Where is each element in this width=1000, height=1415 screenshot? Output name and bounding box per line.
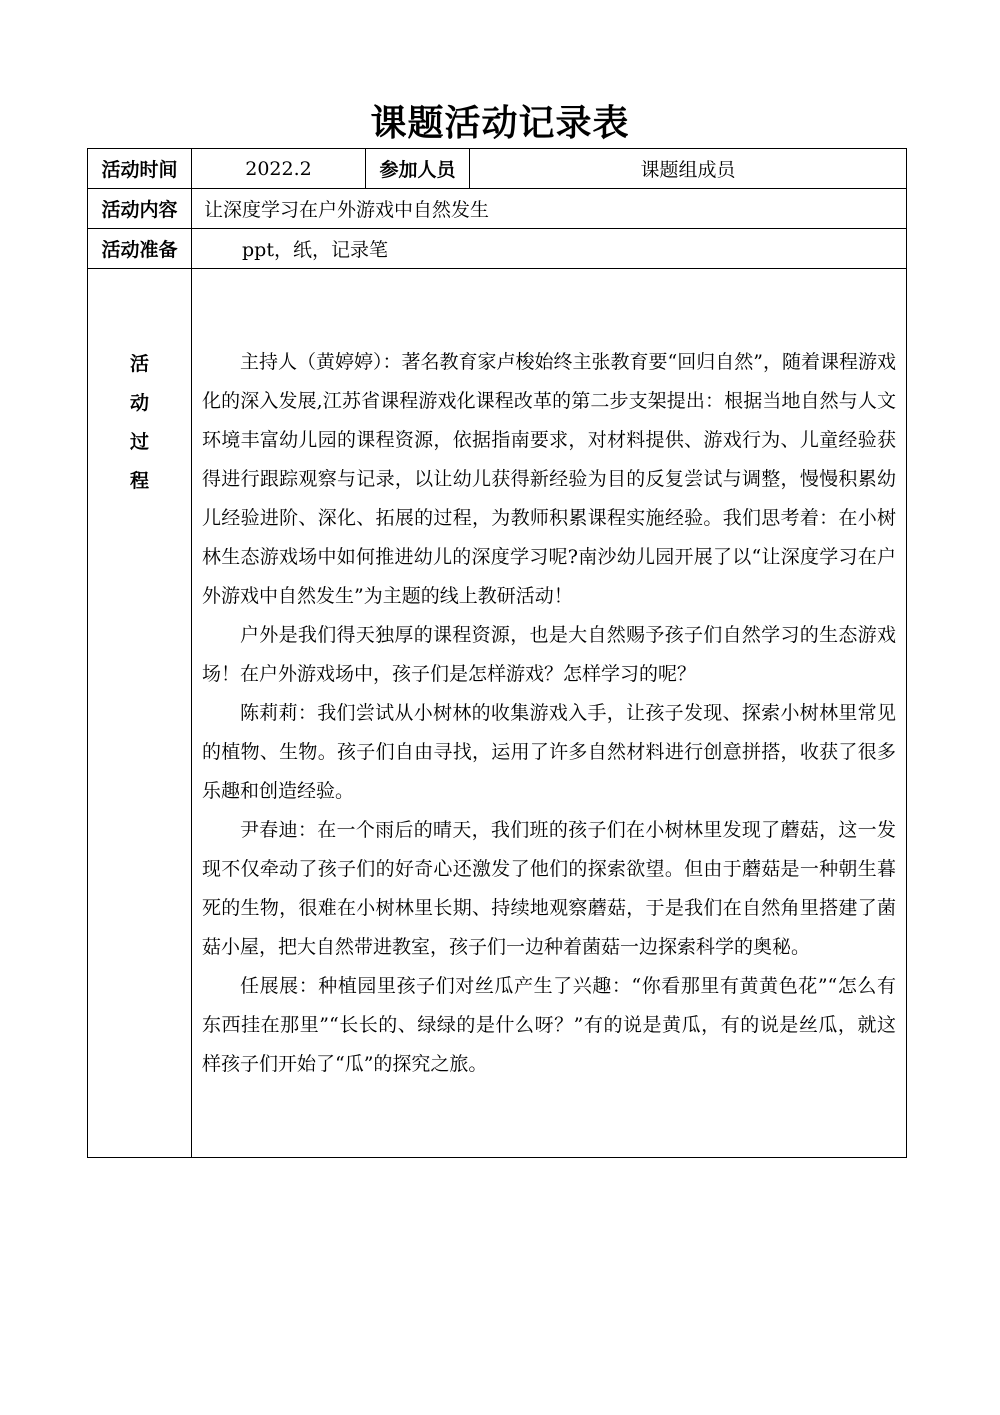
process-paragraph: 陈莉莉：我们尝试从小树林的收集游戏入手，让孩子发现、探索小树林里常见的植物、生物。孩子们自由寻找，运用了许多自然材料进行创意拼搭，收获了很多乐趣和创造经验。 bbox=[202, 701, 896, 802]
process-paragraph: 主持人（黄婷婷）：著名教育家卢梭始终主张教育要“回归自然”，随着课程游戏化的深入发展,江苏省课程游戏化课程改革的第二步支架提出：根据当地自然与人文环境丰富幼儿园的课程资源，依据指南要求，对材料提供、游戏行为、儿童经验获得进行跟踪观察与记录，以让幼儿获得新经验为目的反复尝试与调整，慢慢积累幼儿经验进阶、深化、拓展的过程，为教师积累课程实施经验。我们思考着：在小树林生态游戏场中如何推进幼儿的深度学习呢?南沙幼儿园开展了以“让深度学习在户外游戏中自然发生”为主题的线上教研活动！ bbox=[202, 350, 896, 607]
content-value: 让深度学习在户外游戏中自然发生 bbox=[192, 189, 907, 229]
process-label-char: 程 bbox=[129, 470, 149, 492]
process-paragraph: 户外是我们得天独厚的课程资源，也是大自然赐予孩子们自然学习的生态游戏场！在户外游戏场中，孩子们是怎样游戏？怎样学习的呢？ bbox=[202, 623, 896, 685]
time-label: 活动时间 bbox=[88, 149, 192, 189]
process-content bbox=[192, 269, 907, 1158]
process-paragraph: 尹春迪：在一个雨后的晴天，我们班的孩子们在小树林里发现了蘑菇，这一发现不仅牵动了孩子们的好奇心还激发了他们的探索欲望。但由于蘑菇是一种朝生暮死的生物，很难在小树林里长期、持续地观察蘑菇，于是我们在自然角里搭建了菌菇小屋，把大自然带进教室，孩子们一边种着菌菇一边探索科学的奥秘。 bbox=[202, 818, 896, 958]
process-label-char: 活 bbox=[129, 353, 149, 375]
activity-record-table bbox=[87, 148, 907, 1158]
time-value: 2022.2 bbox=[192, 149, 366, 189]
prep-value: ppt，纸，记录笔 bbox=[192, 229, 907, 269]
content-label: 活动内容 bbox=[88, 189, 192, 229]
participants-value: 课题组成员 bbox=[470, 149, 907, 189]
process-label-char: 过 bbox=[129, 431, 149, 453]
table-row-time bbox=[88, 149, 907, 189]
page-title: 课题活动记录表 bbox=[370, 103, 630, 144]
table-row-prep bbox=[88, 229, 907, 269]
process-label bbox=[88, 269, 192, 1158]
table-row-process bbox=[88, 269, 907, 1158]
process-label-char: 动 bbox=[129, 392, 149, 414]
prep-label: 活动准备 bbox=[88, 229, 192, 269]
process-paragraph: 任展展：种植园里孩子们对丝瓜产生了兴趣：“你看那里有黄黄色花”“怎么有东西挂在那里”“长长的、绿绿的是什么呀？”有的说是黄瓜，有的说是丝瓜，就这样孩子们开始了“瓜”的探究之旅。 bbox=[202, 974, 896, 1075]
participants-label: 参加人员 bbox=[366, 149, 470, 189]
table-row-content bbox=[88, 189, 907, 229]
